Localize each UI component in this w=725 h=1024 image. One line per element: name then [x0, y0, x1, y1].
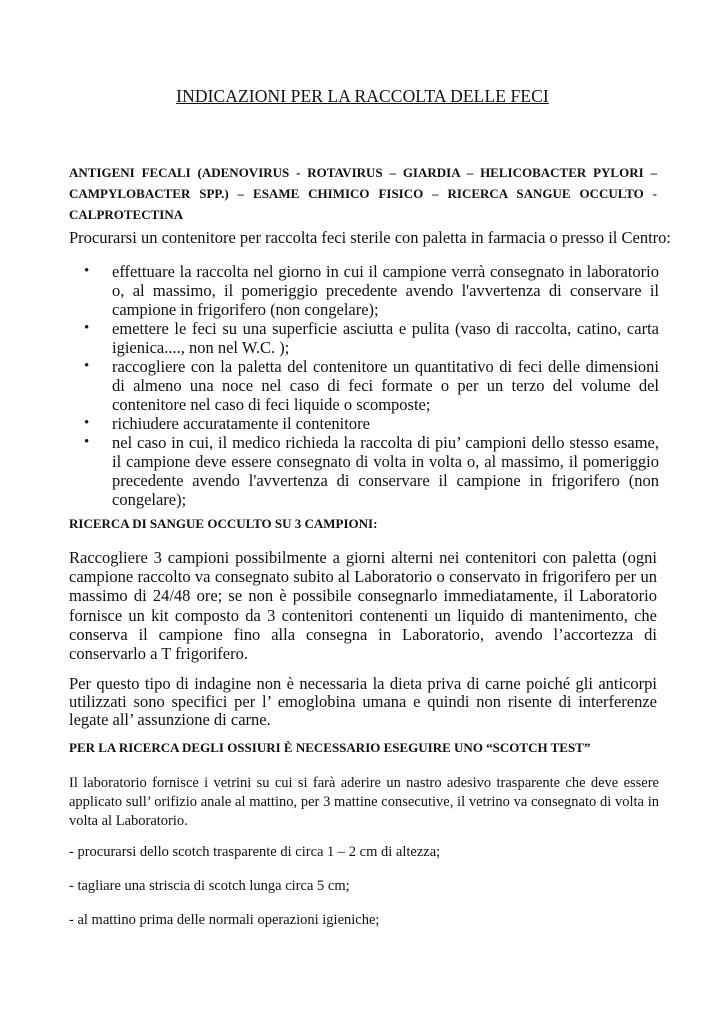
list-item-text: effettuare la raccolta nel giorno in cui il campione verrà consegnato in laboratorio o, al massimo, il pomeriggio precedente avendo l'avvertenza di conservare il campione in frigorifero (non congelare);: [112, 262, 659, 319]
section-heading-sangue-occulto: RICERCA DI SANGUE OCCULTO SU 3 CAMPIONI:: [69, 516, 378, 531]
page-title: INDICAZIONI PER LA RACCOLTA DELLE FECI: [176, 86, 549, 106]
scotch-test-paragraph: Il laboratorio fornisce i vetrini su cui si farà aderire un nastro adesivo trasparente che deve essere applicato sull’ orifizio anale al mattino, per 3 mattine consecutive, il vetrino va consegnato di volta in volta al Laboratorio.: [69, 775, 659, 829]
section-heading-antigeni: ANTIGENI FECALI (ADENOVIRUS - ROTAVIRUS – GIARDIA – HELICOBACTER PYLORI – CAMPYLOBACTER SPP.) – ESAME CHIMICO FISICO – RICERCA SANGUE OCCULTO - CALPROTECTINA: [69, 165, 657, 222]
bullet-icon: •: [84, 358, 90, 374]
list-item: [84, 262, 659, 319]
instruction-list: [84, 262, 659, 509]
bullet-icon: •: [84, 415, 90, 431]
intro-paragraph: Procurarsi un contenitore per raccolta feci sterile con paletta in farmacia o presso il Centro:: [69, 228, 672, 247]
section-heading-ossiuri: PER LA RICERCA DEGLI OSSIURI È NECESSARIO ESEGUIRE UNO “SCOTCH TEST”: [69, 740, 591, 755]
list-item: [84, 433, 659, 509]
scotch-step: - al mattino prima delle normali operazioni igieniche;: [69, 912, 380, 928]
list-item: [84, 319, 659, 357]
bullet-icon: •: [84, 263, 90, 279]
list-item-text: emettere le feci su una superficie asciutta e pulita (vaso di raccolta, catino, carta igienica...., non nel W.C. );: [112, 319, 659, 357]
sangue-occulto-paragraph: Raccogliere 3 campioni possibilmente a giorni alterni nei contenitori con paletta (ogni campione raccolto va consegnato subito al Laboratorio o conservato in frigorifero per un massimo di 24/48 ore; se non è possibile consegnarlo immediatamente, il Laboratorio fornisce un kit composto da 3 contenitori contenenti un liquido di mantenimento, che conserva il campione fino alla consegna in Laboratorio, avendo l’accortezza di conservarlo a T frigorifero.: [69, 548, 657, 664]
list-item-text: raccogliere con la paletta del contenitore un quantitativo di feci delle dimensioni di almeno una noce nel caso di feci formate o per un terzo del volume del contenitore nel caso di feci liquide o scomposte;: [112, 357, 659, 414]
list-item-text: richiudere accuratamente il contenitore: [112, 414, 370, 433]
scotch-step: - procurarsi dello scotch trasparente di circa 1 – 2 cm di altezza;: [69, 844, 441, 860]
bullet-icon: •: [84, 320, 90, 336]
list-item-text: nel caso in cui, il medico richieda la raccolta di piu’ campioni dello stesso esame, il campione deve essere consegnato di volta in volta o, al massimo, il pomeriggio precedente avendo l'avvertenza di conservare il campione in frigorifero (non congelare);: [112, 433, 659, 509]
bullet-icon: •: [84, 434, 90, 450]
list-item: [84, 414, 659, 433]
scotch-step: - tagliare una striscia di scotch lunga circa 5 cm;: [69, 878, 350, 894]
list-item: [84, 357, 659, 414]
dieta-paragraph: Per questo tipo di indagine non è necessaria la dieta priva di carne poiché gli anticorpi utilizzati sono specifici per l’ emoglobina umana e quindi non risente di interferenze legate all’ assunzione di carne.: [69, 674, 657, 729]
